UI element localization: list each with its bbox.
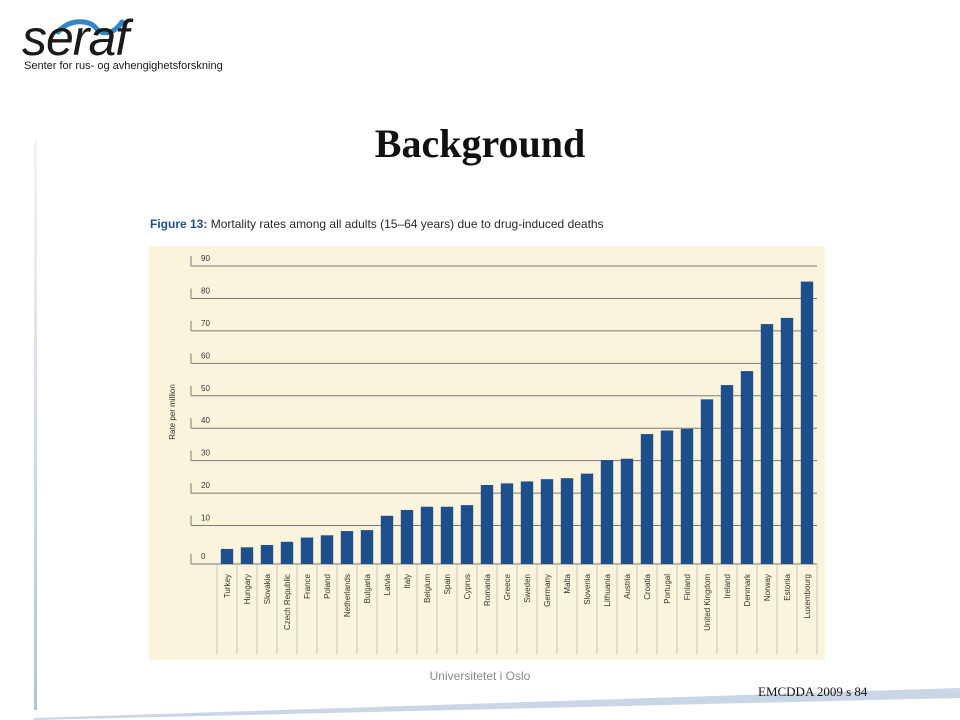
x-tick-label: Portugal [663, 574, 672, 604]
x-tick-label: Greece [503, 574, 512, 601]
logo-wordmark: seraf [22, 10, 129, 66]
chart-panel [149, 246, 825, 660]
bar [421, 507, 433, 564]
bar [461, 505, 473, 564]
x-tick-label: Poland [323, 574, 332, 599]
figure-caption-text: Mortality rates among all adults (15–64 years) due to drug-induced deaths [210, 217, 604, 231]
y-tick-label: 90 [201, 254, 210, 263]
x-tick-label: Czech Republic [283, 574, 292, 631]
bar [621, 459, 633, 564]
bar-chart [149, 246, 825, 660]
bar [581, 474, 593, 564]
seraf-logo [22, 12, 227, 76]
x-tick-label: Norway [763, 574, 772, 602]
y-tick-label: 10 [201, 513, 210, 523]
bar [401, 510, 413, 564]
bar [441, 507, 453, 564]
bar [501, 483, 513, 564]
bar [241, 547, 253, 564]
x-tick-label: United Kingdom [703, 574, 712, 631]
x-tick-label: France [303, 574, 312, 599]
x-tick-label: Lithuania [603, 574, 612, 607]
bar [361, 530, 373, 564]
bar [321, 535, 333, 564]
x-tick-label: Romania [483, 574, 492, 607]
bar [721, 385, 733, 564]
bar [761, 324, 773, 564]
slide-title: Background [374, 121, 586, 166]
x-tick-label: Ireland [723, 574, 732, 599]
bar [681, 429, 693, 564]
x-tick-label: Sweden [523, 574, 532, 603]
bar [601, 460, 613, 564]
x-tick-label: Slovenia [583, 574, 592, 605]
x-tick-label: Latvia [383, 574, 392, 596]
bar [261, 545, 273, 564]
x-tick-label: Bulgaria [363, 574, 372, 604]
x-tick-label: Cyprus [463, 574, 472, 600]
figure-caption-prefix: Figure 13: [150, 217, 208, 231]
figure-caption [150, 217, 604, 231]
bar [661, 430, 673, 564]
x-tick-label: Hungary [243, 574, 252, 605]
bar [301, 538, 313, 564]
x-tick-label: Austria [623, 574, 632, 599]
x-tick-label: Spain [443, 574, 452, 595]
y-tick-label: 60 [201, 351, 210, 361]
x-tick-label: Malta [563, 574, 572, 594]
y-axis-label: Rate per million [168, 384, 177, 440]
bar [341, 531, 353, 564]
x-tick-label: Luxembourg [803, 574, 812, 619]
y-tick-label: 40 [201, 416, 210, 426]
y-tick-label: 30 [201, 448, 210, 458]
x-tick-label: Netherlands [343, 574, 352, 618]
y-tick-label: 80 [201, 286, 210, 296]
bar [381, 516, 393, 564]
bar [641, 434, 653, 564]
x-tick-label: Belgium [423, 574, 432, 603]
bar [481, 485, 493, 564]
bar [561, 478, 573, 564]
x-tick-label: Denmark [743, 574, 752, 607]
bar [521, 481, 533, 564]
y-tick-label: 50 [201, 383, 210, 393]
x-tick-label: Estonia [783, 574, 792, 601]
y-tick-label: 70 [201, 318, 210, 328]
bar [801, 282, 813, 564]
x-tick-label: Italy [403, 574, 412, 589]
bar [781, 318, 793, 564]
bar [221, 549, 233, 564]
bar [741, 371, 753, 564]
y-tick-label: 0 [201, 552, 206, 561]
slide-footer: Universitetet i Oslo [429, 669, 531, 683]
bar [701, 399, 713, 564]
y-tick-label: 20 [201, 481, 210, 491]
x-tick-label: Croatia [643, 574, 652, 600]
x-tick-label: Slovakia [263, 574, 272, 605]
logo-tagline: Senter for rus- og avhengighetsforskning [24, 60, 223, 72]
x-tick-label: Turkey [223, 574, 232, 599]
decorative-left-rule [34, 140, 37, 710]
x-tick-label: Finland [683, 574, 692, 601]
x-tick-label: Germany [543, 574, 552, 607]
bar [281, 542, 293, 564]
source-citation: EMCDDA 2009 s 84 [758, 684, 868, 699]
bar [541, 479, 553, 564]
